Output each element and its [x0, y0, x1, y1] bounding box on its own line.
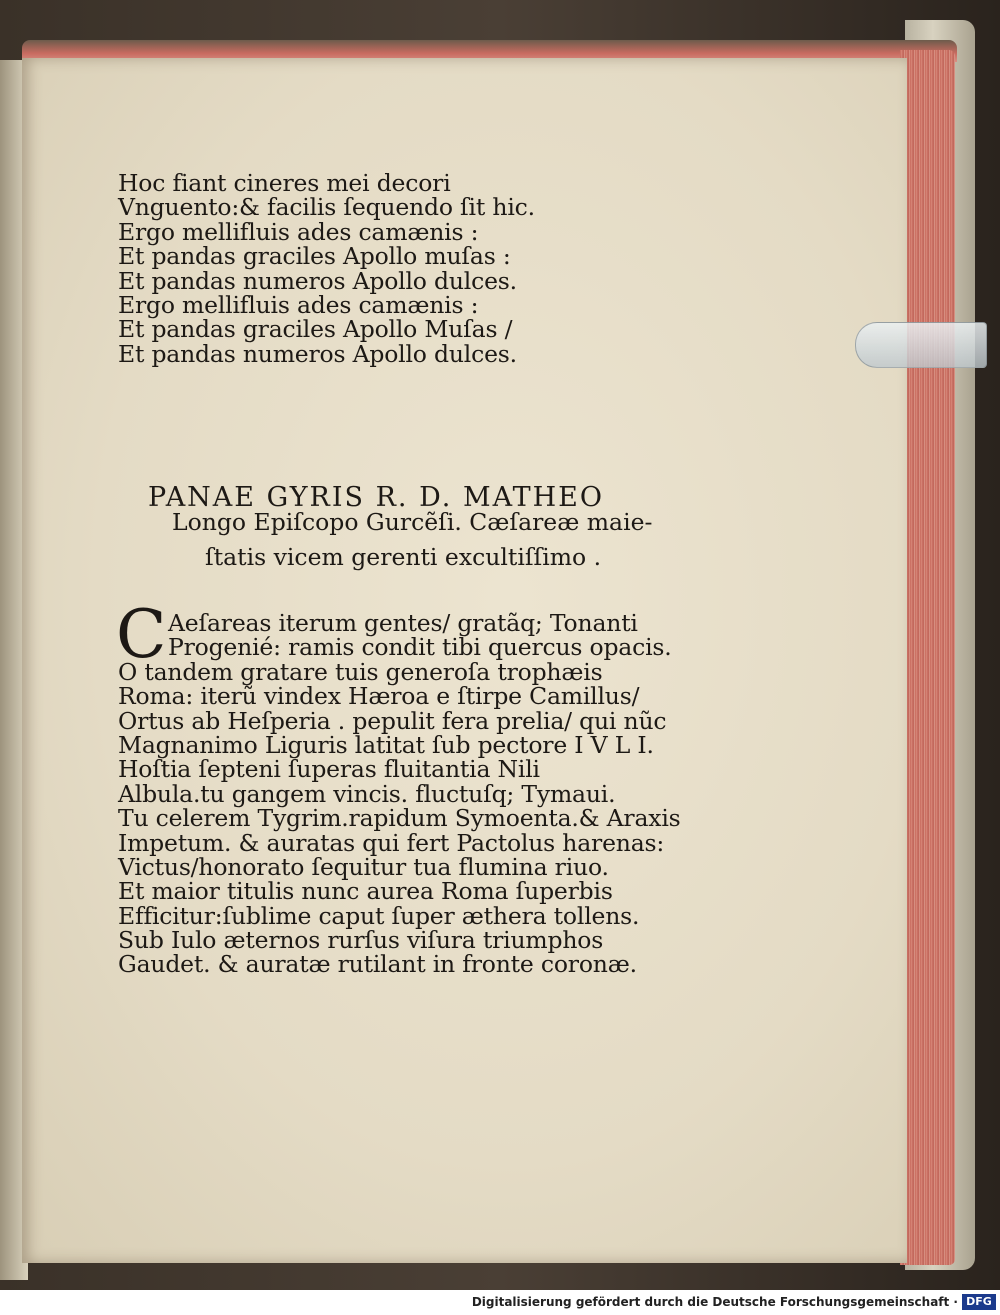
verse-line: Et pandas numeros Apollo dulces.: [118, 339, 517, 368]
red-page-edges: [900, 50, 955, 1265]
verse-line: Ortus ab Heſperia . pepulit fera prelia/ qui nũc: [118, 706, 667, 735]
verse-line: Hoc fiant cineres mei decori: [118, 169, 451, 197]
verse-line: Et pandas numeros Apollo dulces.: [118, 266, 517, 295]
verse-line: Magnanimo Liguris latitat ſub pectore I V L I.: [118, 730, 654, 759]
glass-page-holder: [855, 322, 987, 368]
verse-line: Aeſareas iterum gentes/ gratãq; Tonanti: [168, 609, 638, 637]
verse-line: Ergo mellifluis ades camænis :: [118, 217, 479, 246]
footer-bar: [0, 1290, 1000, 1315]
verse-line: Albula.tu gangem vincis. fluctuſq; Tymaui.: [118, 779, 616, 808]
verse-line: Impetum. & auratas qui fert Pactolus harenas:: [118, 828, 665, 857]
verse-line: O tandem gratare tuis generoſa trophæis: [118, 657, 603, 686]
poem-body: [118, 611, 681, 977]
verse-line: Victus/honorato ſequitur tua flumina riuo.: [118, 852, 609, 881]
verse-line: Et pandas graciles Apollo muſas :: [118, 242, 511, 271]
funding-credit: Digitalisierung gefördert durch die Deutsche Forschungsgemeinschaft ·: [471, 1295, 958, 1309]
verse-line: Et maior titulis nunc aurea Roma ſuperbis: [118, 877, 613, 906]
heading-subline: ſtatis vicem gerenti excultiſſimo .: [205, 543, 602, 571]
dfg-logo: DFG: [962, 1294, 996, 1310]
verse-line: Efficitur:ſublime caput ſuper æthera tollens.: [118, 901, 640, 930]
heading-subline: Longo Epiſcopo Gurcẽſi. Cæſareæ maie-: [172, 508, 653, 536]
verse-line: Progenié: ramis condit tibi quercus opacis.: [168, 633, 672, 662]
drop-cap: C: [116, 596, 167, 673]
verse-line: Ergo mellifluis ades camænis :: [118, 290, 479, 319]
stanza-refrain: [118, 171, 535, 366]
verse-line: Tu celerem Tygrim.rapidum Symoenta.& Araxis: [118, 804, 681, 833]
verse-line: Vnguento:& facilis ſequendo ſit hic.: [118, 193, 535, 222]
verse-line: Hoſtia ſepteni ſuperas fluitantia Nili: [118, 755, 540, 784]
verse-line: Sub Iulo æternos rurſus viſura triumphos: [118, 926, 604, 955]
verse-line: Gaudet. & auratæ rutilant in fronte coronæ.: [118, 950, 637, 979]
verse-line: Et pandas graciles Apollo Muſas /: [118, 315, 513, 344]
section-heading: PANAE GYRIS R. D. MATHEO: [148, 482, 605, 513]
verse-line: Roma: iterũ vindex Hæroa e ſtirpe Camillus/: [118, 682, 640, 711]
